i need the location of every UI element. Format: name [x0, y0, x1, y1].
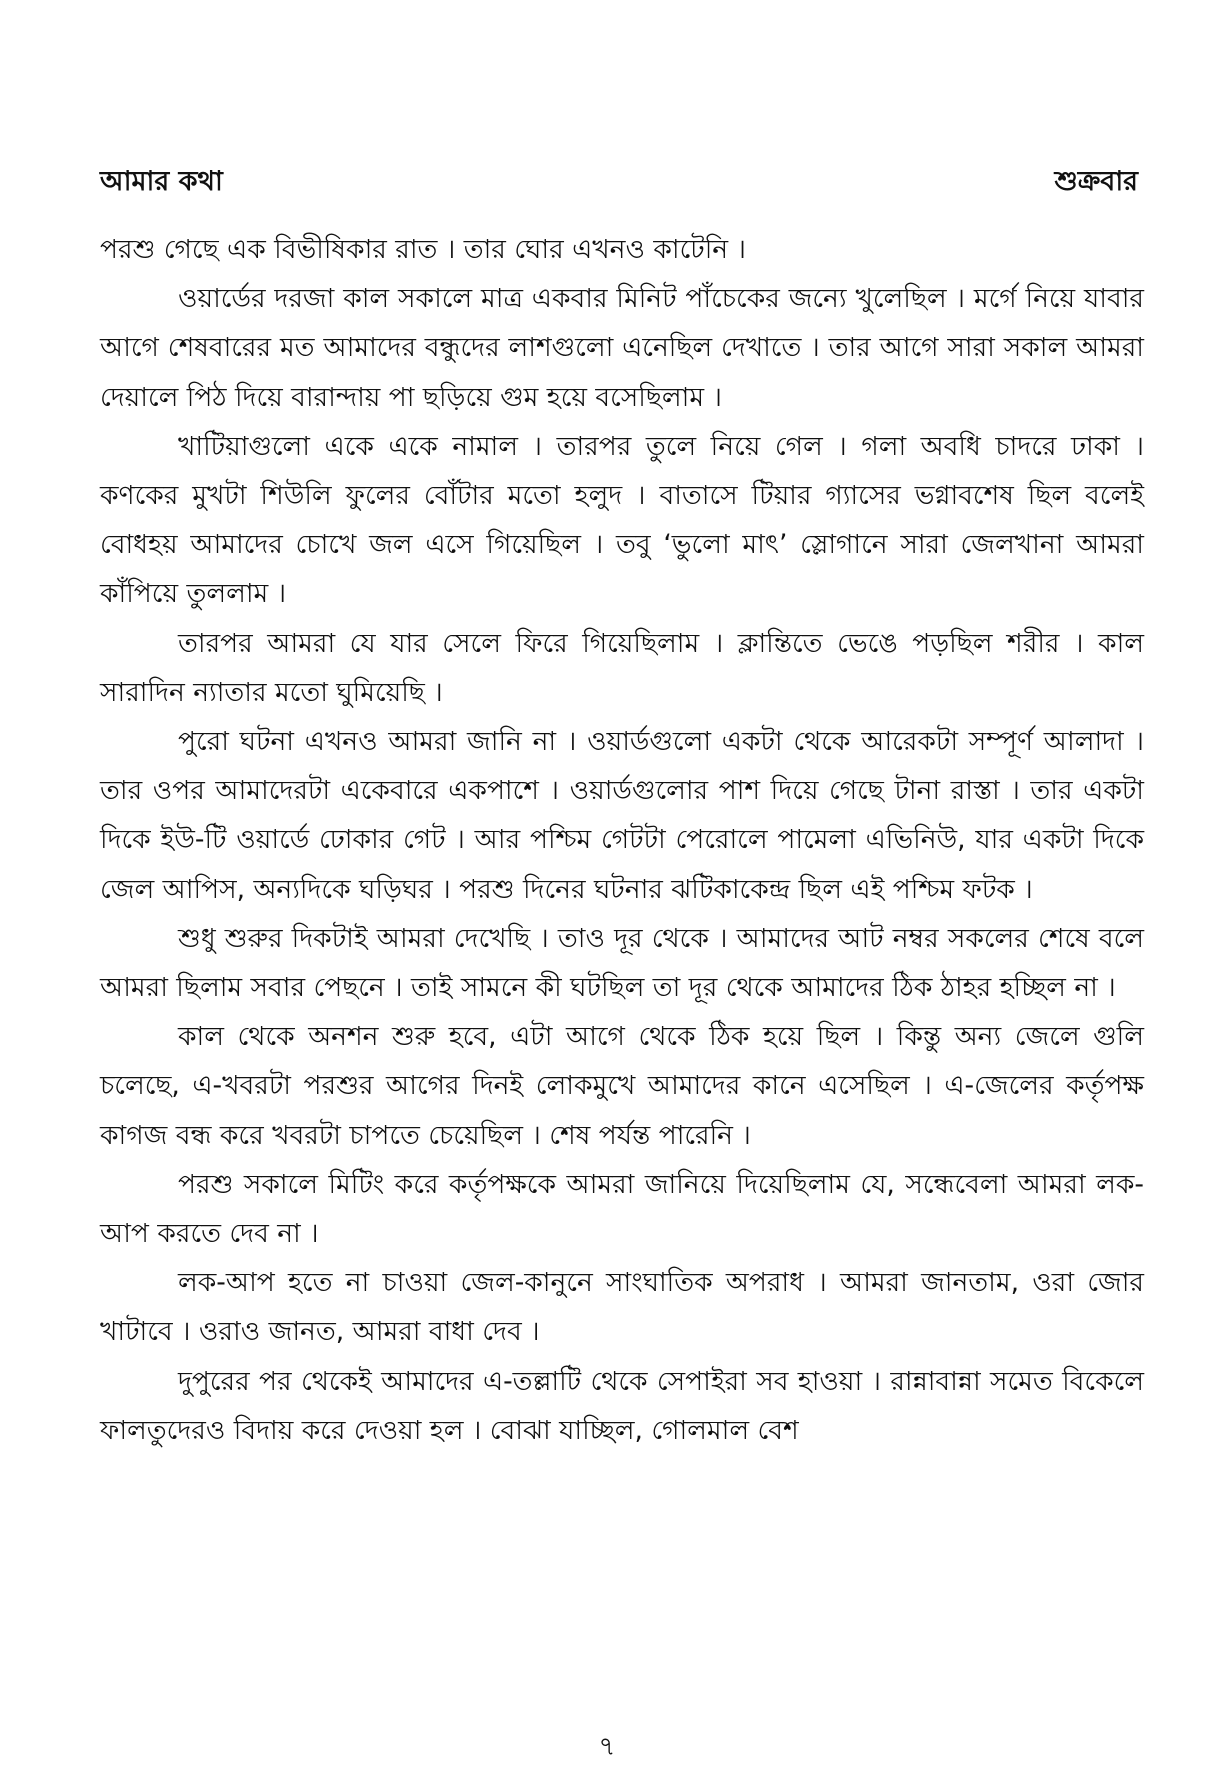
running-header — [100, 163, 1138, 203]
paragraph: ওয়ার্ডের দরজা কাল সকালে মাত্র একবার মিনিট পাঁচেকের জন্যে খুলেছিল । মর্গে নিয়ে যাবার আগে শেষবারের মত আমাদের বন্ধুদের লাশগুলো এনেছিল দেখাতে । তার আগে সারা সকাল আমরা দেয়ালে পিঠ দিয়ে বারান্দায় পা ছড়িয়ে গুম হয়ে বসেছিলাম । — [100, 283, 1144, 413]
page-number: ৭ — [598, 1732, 616, 1762]
body-text — [100, 225, 1144, 1455]
paragraph: কাল থেকে অনশন শুরু হবে, এটা আগে থেকে ঠিক হয়ে ছিল । কিন্তু অন্য জেলে গুলি চলেছে, এ-খবরটা পরশুর আগের দিনই লোকমুখে আমাদের কানে এসেছিল । এ-জেলের কর্তৃপক্ষ কাগজ বন্ধ করে খবরটা চাপতে চেয়েছিল । শেষ পর্যন্ত পারেনি । — [100, 1021, 1144, 1151]
paragraph: পরশু সকালে মিটিং করে কর্তৃপক্ষকে আমরা জানিয়ে দিয়েছিলাম যে, সন্ধেবেলা আমরা লক-আপ করতে দেব না । — [100, 1168, 1144, 1250]
paragraph: লক-আপ হতে না চাওয়া জেল-কানুনে সাংঘাতিক অপরাধ । আমরা জানতাম, ওরা জোর খাটাবে । ওরাও জানত, আমরা বাধা দেব । — [100, 1267, 1144, 1348]
chapter-day-title: শুক্রবার — [1054, 165, 1138, 197]
paragraph: দুপুরের পর থেকেই আমাদের এ-তল্লাটি থেকে সেপাইরা সব হাওয়া । রান্নাবান্না সমেত বিকেলে ফালতুদেরও বিদায় করে দেওয়া হল । বোঝা যাচ্ছিল, গোলমাল বেশ — [100, 1365, 1144, 1446]
paragraph: পুরো ঘটনা এখনও আমরা জানি না । ওয়ার্ডগুলো একটা থেকে আরেকটা সম্পূর্ণ আলাদা । তার ওপর আমাদেরটা একেবারে একপাশে । ওয়ার্ডগুলোর পাশ দিয়ে গেছে টানা রাস্তা । তার একটা দিকে ইউ-টি ওয়ার্ডে ঢোকার গেট । আর পশ্চিম গেটটা পেরোলে পামেলা এভিনিউ, যার একটা দিকে জেল আপিস, অন্যদিকে ঘড়িঘর । পরশু দিনের ঘটনার ঝটিকাকেন্দ্র ছিল এই পশ্চিম ফটক । — [100, 726, 1144, 905]
paragraph: খাটিয়াগুলো একে একে নামাল । তারপর তুলে নিয়ে গেল । গলা অবধি চাদরে ঢাকা । কণকের মুখটা শিউলি ফুলের বোঁটার মতো হলুদ । বাতাসে টিয়ার গ্যাসের ভগ্নাবশেষ ছিল বলেই বোধহয় আমাদের চোখে জল এসে গিয়েছিল । তবু ‘ভুলো মাৎ’ স্লোগানে সারা জেলখানা আমরা কাঁপিয়ে তুললাম । — [100, 430, 1144, 610]
book-title: আমার কথা — [100, 165, 223, 197]
paragraph: পরশু গেছে এক বিভীষিকার রাত । তার ঘোর এখনও কাটেনি । — [100, 234, 747, 265]
paragraph: তারপর আমরা যে যার সেলে ফিরে গিয়েছিলাম । ক্লান্তিতে ভেঙে পড়ছিল শরীর । কাল সারাদিন ন্যাতার মতো ঘুমিয়েছি । — [100, 627, 1144, 708]
paragraph: শুধু শুরুর দিকটাই আমরা দেখেছি । তাও দূর থেকে । আমাদের আট নম্বর সকলের শেষে বলে আমরা ছিলাম সবার পেছনে । তাই সামনে কী ঘটছিল তা দূর থেকে আমাদের ঠিক ঠাহর হচ্ছিল না । — [100, 922, 1144, 1004]
